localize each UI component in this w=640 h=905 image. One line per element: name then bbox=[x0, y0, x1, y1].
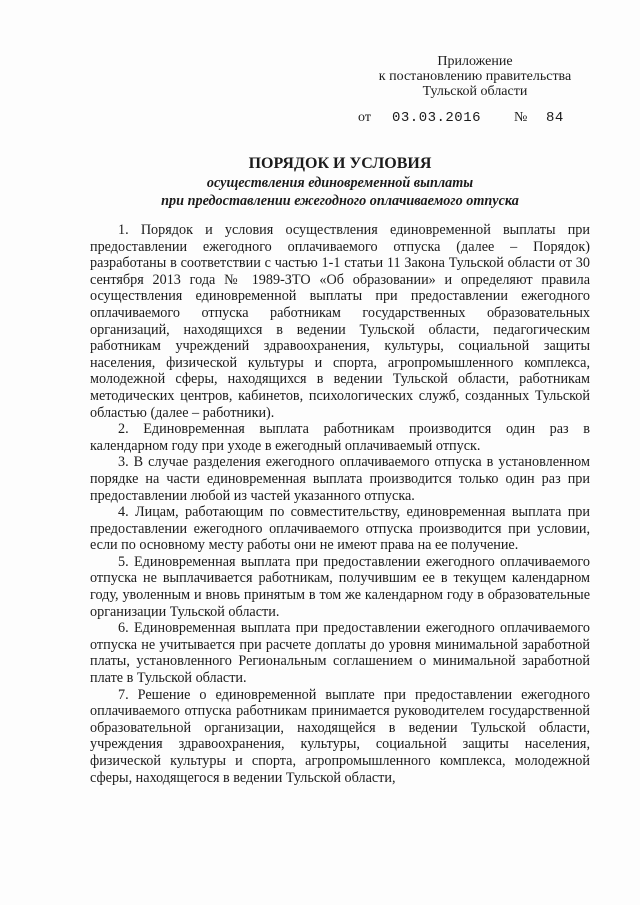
paragraph-1: 1. Порядок и условия осуществления единовременной выплаты при предоставлении ежегодного оплачиваемого отпуска (далее – Порядок) разработаны в соответствии с частью 1-1 статьи 11 Закона Тульской области от 30 сентября 2013 года № 1989-ЗТО «Об образовании» и определяют правила осуществления единовременной выплаты при предоставлении ежегодного оплачиваемого отпуска работникам государственных образовательных организаций, находящихся в ведении Тульской области, педагогическим работникам учреждений здравоохранения, культуры, социальной защиты населения, физической культуры и спорта, агропромышленного комплекса, молодежной сферы, находящихся в ведении Тульской области, работникам методических центров, кабинетов, психологических служб, созданных Тульской областью (далее – работники). bbox=[90, 222, 590, 421]
paragraph-2: 2. Единовременная выплата работникам производится один раз в календарном году при уходе в ежегодный оплачиваемый отпуск. bbox=[90, 421, 590, 454]
document-date: 03.03.2016 bbox=[392, 110, 482, 126]
paragraph-6: 6. Единовременная выплата при предоставлении ежегодного оплачиваемого отпуска не учитывается при расчете доплаты до уровня минимальной заработной платы, установленного Региональным соглашением о минимальной заработной плате в Тульской области. bbox=[90, 620, 590, 687]
number-prefix: № bbox=[514, 110, 528, 125]
paragraph-5: 5. Единовременная выплата при предоставлении ежегодного оплачиваемого отпуска не выплачивается работникам, получившим ее в текущем календарном году, уволенным и вновь принятым в том же календарном году в образовательные организации Тульской области. bbox=[90, 553, 590, 620]
paragraph-4: 4. Лицам, работающим по совместительству, единовременная выплата при предоставлении ежегодного оплачиваемого отпуска производится при условии, если по основному месту работы они не имеют права на ее получение. bbox=[90, 504, 590, 554]
appendix-line: Тульской области bbox=[422, 84, 528, 99]
document-title: ПОРЯДОК И УСЛОВИЯ bbox=[248, 155, 432, 172]
appendix-line: Приложение bbox=[437, 54, 513, 69]
document-number: 84 bbox=[546, 110, 564, 126]
document-subtitle-line-2: при предоставлении ежегодного оплачиваемого отпуска bbox=[161, 193, 519, 209]
date-prefix: от bbox=[358, 110, 371, 125]
paragraph-3: 3. В случае разделения ежегодного оплачиваемого отпуска в установленном порядке на части единовременная выплата производится только один раз при предоставлении любой из частей указанного отпуска. bbox=[90, 454, 590, 504]
document-subtitle-line-1: осуществления единовременной выплаты bbox=[206, 175, 474, 191]
paragraph-7: 7. Решение о единовременной выплате при предоставлении ежегодного оплачиваемого отпуска работникам принимается руководителем государственной образовательной организации, находящейся в ведении Тульской области, учреждения здравоохранения, культуры, социальной защиты населения, физической культуры и спорта, агропромышленного комплекса, молодежной сферы, находящегося в ведении Тульской области, bbox=[90, 686, 590, 786]
appendix-line: к постановлению правительства bbox=[378, 69, 572, 84]
document-body bbox=[90, 222, 590, 786]
appendix-header bbox=[360, 54, 590, 99]
